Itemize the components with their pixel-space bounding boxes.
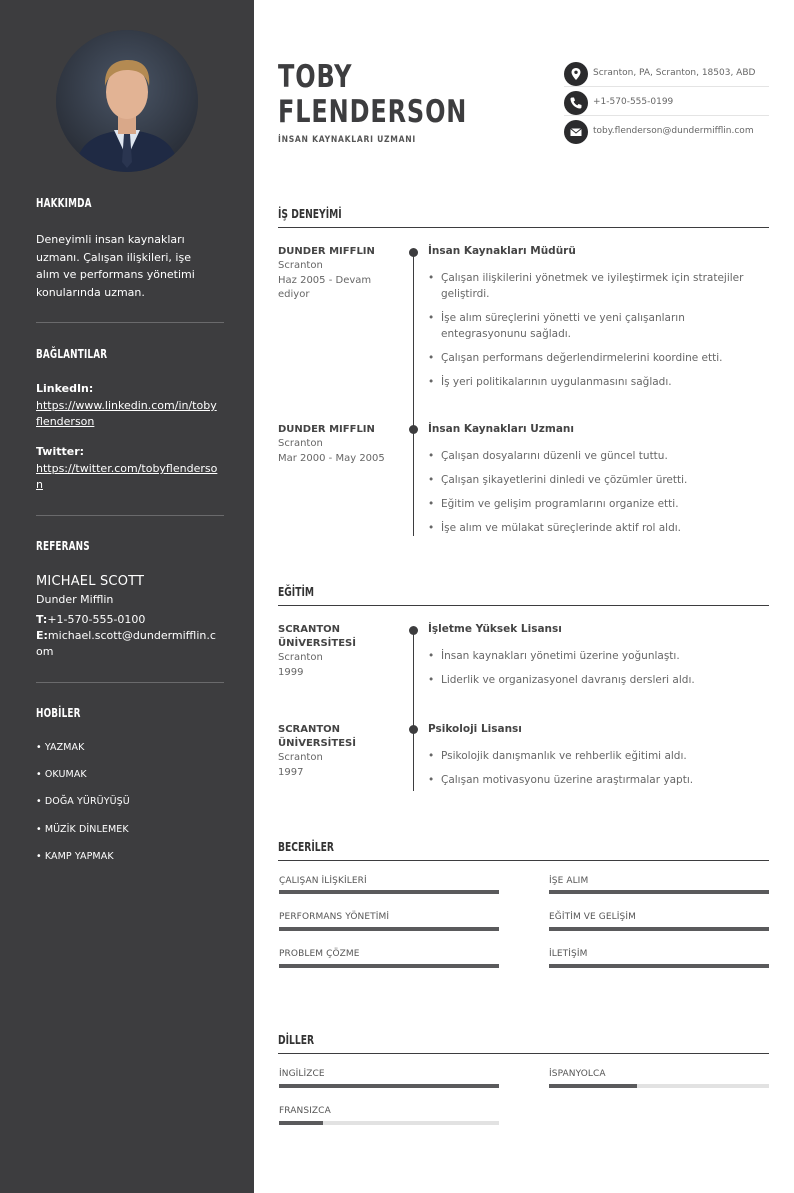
education-bullet: • Psikolojik danışmanlık ve rehberlik eğitimi aldı. — [428, 748, 770, 764]
skill-bar — [549, 927, 769, 931]
education-bullet: • İnsan kaynakları yönetimi üzerine yoğunlaştı. — [428, 648, 770, 664]
education-heading: EĞİTİM — [278, 585, 315, 599]
email-text: toby.flenderson@dundermifflin.com — [593, 126, 754, 136]
language-bar — [279, 1121, 499, 1125]
about-text: Deneyimli insan kaynakları uzmanı. Çalışan ilişkileri, işe alım ve performans yönetimi konularında uzman. — [36, 233, 195, 299]
skill-bar-fill — [549, 927, 769, 931]
skill-bar — [549, 964, 769, 968]
education-location: Scranton — [278, 652, 323, 663]
linkedin-label: LinkedIn: — [36, 382, 94, 395]
hobby-item: • DOĞA YÜRÜYÜŞÜ — [36, 796, 130, 807]
full-name — [278, 60, 467, 130]
experience-bullet: • Çalışan ilişkilerini yönetmek ve iyileştirmek için stratejiler geliştirdi. — [428, 270, 770, 302]
reference-email: michael.scott@dundermifflin.com — [36, 629, 216, 658]
phone-text: +1-570-555-0199 — [593, 97, 674, 107]
education-degree: Psikoloji Lisansı — [428, 723, 522, 735]
skill-bar-fill — [279, 964, 499, 968]
contact-email — [564, 120, 769, 145]
envelope-icon — [564, 120, 588, 144]
language-label: İNGİLİZCE — [279, 1069, 325, 1079]
education-degree: İşletme Yüksek Lisansı — [428, 623, 562, 635]
experience-timeline — [413, 252, 414, 536]
contact-phone — [564, 91, 769, 116]
language-label: FRANSIZCA — [279, 1106, 331, 1116]
experience-bullet: • Çalışan performans değerlendirmelerini koordine etti. — [428, 350, 770, 366]
experience-bullet: • İşe alım ve mülakat süreçlerinde aktif rol aldı. — [428, 520, 770, 536]
phone-label: T: — [36, 613, 48, 626]
experience-heading: İŞ DENEYİMİ — [278, 207, 342, 221]
experience-date: Mar 2000 - May 2005 — [278, 453, 385, 464]
last-name: FLENDERSON — [278, 94, 468, 130]
contact-address — [564, 62, 769, 87]
skill-bar-fill — [549, 964, 769, 968]
skill-bar-fill — [279, 890, 499, 894]
experience-role: İnsan Kaynakları Müdürü — [428, 245, 576, 257]
section-divider — [278, 860, 769, 861]
hobby-item: • OKUMAK — [36, 769, 87, 780]
reference-name: MICHAEL SCOTT — [36, 574, 145, 589]
experience-bullet: • İşe alım süreçlerini yönetti ve yeni çalışanların entegrasyonunu sağladı. — [428, 310, 770, 342]
sidebar — [0, 0, 254, 1193]
first-name: TOBY — [278, 59, 353, 95]
section-divider — [278, 1053, 769, 1054]
education-date: 1999 — [278, 667, 304, 678]
education-org: SCRANTON ÜNİVERSİTESİ — [278, 624, 356, 649]
about-heading: HAKKIMDA — [36, 196, 92, 210]
language-bar — [549, 1084, 769, 1088]
twitter-link[interactable]: https://twitter.com/tobyflenderson — [36, 462, 218, 491]
hobby-item: • MÜZİK DİNLEMEK — [36, 824, 129, 835]
phone-icon — [564, 91, 588, 115]
links-heading: BAĞLANTILAR — [36, 347, 108, 361]
linkedin-link[interactable]: https://www.linkedin.com/in/tobyflenderson — [36, 399, 217, 428]
skill-bar-fill — [549, 890, 769, 894]
job-title: İNSAN KAYNAKLARI UZMANI — [278, 135, 416, 145]
timeline-dot — [409, 248, 418, 257]
experience-bullet: • İş yeri politikalarının uygulanmasını sağladı. — [428, 374, 770, 390]
skill-bar — [279, 890, 499, 894]
education-location: Scranton — [278, 752, 323, 763]
experience-org: DUNDER MIFFLIN — [278, 246, 375, 257]
experience-bullet: • Eğitim ve gelişim programlarını organize etti. — [428, 496, 770, 512]
hobby-item: • KAMP YAPMAK — [36, 851, 114, 862]
experience-date: Haz 2005 - Devam ediyor — [278, 275, 372, 300]
reference-heading: REFERANS — [36, 539, 90, 553]
language-bar-fill — [279, 1084, 499, 1088]
skill-bar — [279, 927, 499, 931]
skill-label: İLETİŞİM — [549, 949, 588, 959]
skill-bar — [549, 890, 769, 894]
reference-company: Dunder Mifflin — [36, 593, 114, 606]
language-bar-fill — [279, 1121, 323, 1125]
divider — [36, 515, 224, 516]
skill-label: PERFORMANS YÖNETİMİ — [279, 912, 390, 922]
timeline-dot — [409, 425, 418, 434]
hobby-item: • YAZMAK — [36, 742, 85, 753]
divider — [36, 322, 224, 323]
skills-heading: BECERİLER — [278, 840, 334, 854]
reference-phone-line — [36, 612, 220, 628]
reference-phone: +1-570-555-0100 — [47, 613, 146, 626]
experience-location: Scranton — [278, 260, 323, 271]
education-timeline — [413, 630, 414, 791]
experience-role: İnsan Kaynakları Uzmanı — [428, 423, 574, 435]
experience-bullet: • Çalışan şikayetlerini dinledi ve çözümler üretti. — [428, 472, 770, 488]
education-org: SCRANTON ÜNİVERSİTESİ — [278, 724, 356, 749]
languages-heading: DİLLER — [278, 1033, 315, 1047]
timeline-dot — [409, 725, 418, 734]
address-text: Scranton, PA, Scranton, 18503, ABD — [593, 68, 756, 78]
experience-bullet: • Çalışan dosyalarını düzenli ve güncel tuttu. — [428, 448, 770, 464]
education-date: 1997 — [278, 767, 304, 778]
section-divider — [278, 227, 769, 228]
skill-label: İŞE ALIM — [549, 876, 589, 886]
location-pin-icon — [564, 62, 588, 86]
reference-email-line — [36, 628, 220, 660]
language-label: İSPANYOLCA — [549, 1069, 606, 1079]
language-bar-fill — [549, 1084, 637, 1088]
skill-label: PROBLEM ÇÖZME — [279, 949, 360, 959]
education-bullet: • Liderlik ve organizasyonel davranış dersleri aldı. — [428, 672, 770, 688]
experience-org: DUNDER MIFFLIN — [278, 424, 375, 435]
education-bullet: • Çalışan motivasyonu üzerine araştırmalar yaptı. — [428, 772, 770, 788]
experience-location: Scranton — [278, 438, 323, 449]
profile-photo — [56, 30, 198, 172]
section-divider — [278, 605, 769, 606]
divider — [36, 682, 224, 683]
skill-label: ÇALIŞAN İLİŞKİLERİ — [279, 876, 367, 886]
twitter-label: Twitter: — [36, 445, 85, 458]
skill-bar-fill — [279, 927, 499, 931]
skill-bar — [279, 964, 499, 968]
hobbies-heading: HOBİLER — [36, 706, 81, 720]
language-bar — [279, 1084, 499, 1088]
timeline-dot — [409, 626, 418, 635]
skill-label: EĞİTİM VE GELİŞİM — [549, 912, 636, 922]
email-label: E: — [36, 629, 48, 642]
